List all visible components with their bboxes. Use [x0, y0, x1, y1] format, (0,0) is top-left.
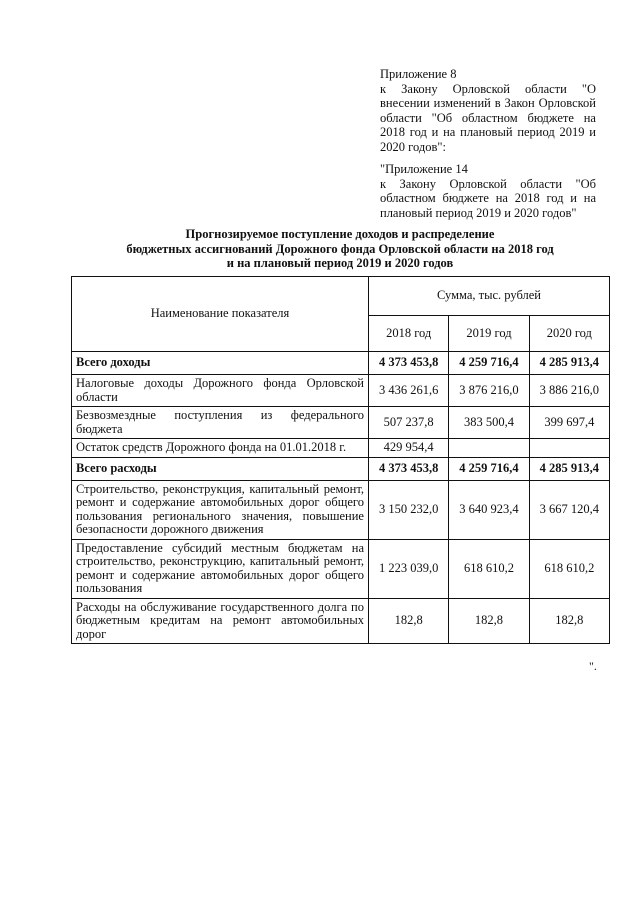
cell-2020: 182,8	[529, 598, 609, 644]
cell-2020	[529, 439, 609, 458]
cell-2020: 618 610,2	[529, 539, 609, 598]
cell-2019: 618 610,2	[449, 539, 529, 598]
table-row	[72, 439, 610, 458]
table-row	[72, 352, 610, 375]
row-name: Строительство, реконструкция, капитальный ремонт, ремонт и содержание автомобильных дорог общего пользования регионального значения, повышение безопасности дорожного движения	[72, 480, 369, 539]
header-name: Наименование показателя	[72, 277, 369, 352]
document-title	[70, 227, 610, 271]
appendix-old-number: "Приложение 14	[380, 162, 468, 176]
table-row	[72, 598, 610, 644]
row-name: Безвозмездные поступления из федерального бюджета	[72, 407, 369, 439]
table-row	[72, 480, 610, 539]
table-row	[72, 457, 610, 480]
appendix-old-law-reference: к Закону Орловской области "Об областном бюджете на 2018 год и на плановый период 2019 и 2020 годов"	[380, 176, 596, 220]
cell-2018: 507 237,8	[369, 407, 449, 439]
cell-2020: 4 285 913,4	[529, 457, 609, 480]
road-fund-table	[71, 276, 610, 644]
header-sum: Сумма, тыс. рублей	[369, 277, 610, 316]
table-row	[72, 407, 610, 439]
cell-2020: 3 667 120,4	[529, 480, 609, 539]
cell-2019: 4 259 716,4	[449, 352, 529, 375]
cell-2019: 182,8	[449, 598, 529, 644]
row-name: Всего доходы	[72, 352, 369, 375]
header-year-2020: 2020 год	[529, 316, 609, 352]
row-name: Предоставление субсидий местным бюджетам на строительство, реконструкцию, капитальный ремонт, ремонт и содержание автомобильных дорог общего пользования	[72, 539, 369, 598]
cell-2018: 429 954,4	[369, 439, 449, 458]
cell-2020: 399 697,4	[529, 407, 609, 439]
row-name: Налоговые доходы Дорожного фонда Орловской области	[72, 375, 369, 407]
cell-2018: 3 436 261,6	[369, 375, 449, 407]
appendix-number: Приложение 8	[380, 67, 457, 81]
cell-2018: 4 373 453,8	[369, 457, 449, 480]
table-row	[72, 375, 610, 407]
cell-2018: 3 150 232,0	[369, 480, 449, 539]
row-name: Расходы на обслуживание государственного долга по бюджетным кредитам на ремонт автомобильных дорог	[72, 598, 369, 644]
cell-2019: 383 500,4	[449, 407, 529, 439]
header-year-2018: 2018 год	[369, 316, 449, 352]
cell-2020: 3 886 216,0	[529, 375, 609, 407]
cell-2019	[449, 439, 529, 458]
cell-2020: 4 285 913,4	[529, 352, 609, 375]
title-line-1: Прогнозируемое поступление доходов и распределение	[185, 227, 495, 241]
title-line-2: бюджетных ассигнований Дорожного фонда Орловской области на 2018 год	[126, 241, 554, 256]
appendix-law-reference: к Закону Орловской области "О внесении изменений в Закон Орловской области "Об областном бюджете на 2018 год и на плановый период 2019 и 2020 годов":	[380, 81, 596, 154]
table-row	[72, 539, 610, 598]
appendix-header	[380, 67, 596, 220]
cell-2019: 3 876 216,0	[449, 375, 529, 407]
cell-2018: 4 373 453,8	[369, 352, 449, 375]
row-name: Всего расходы	[72, 457, 369, 480]
title-line-3: и на плановый период 2019 и 2020 годов	[226, 256, 454, 270]
cell-2019: 3 640 923,4	[449, 480, 529, 539]
cell-2018: 1 223 039,0	[369, 539, 449, 598]
header-year-2019: 2019 год	[449, 316, 529, 352]
row-name: Остаток средств Дорожного фонда на 01.01.2018 г.	[72, 439, 369, 458]
cell-2019: 4 259 716,4	[449, 457, 529, 480]
cell-2018: 182,8	[369, 598, 449, 644]
closing-quote: ".	[589, 659, 597, 673]
